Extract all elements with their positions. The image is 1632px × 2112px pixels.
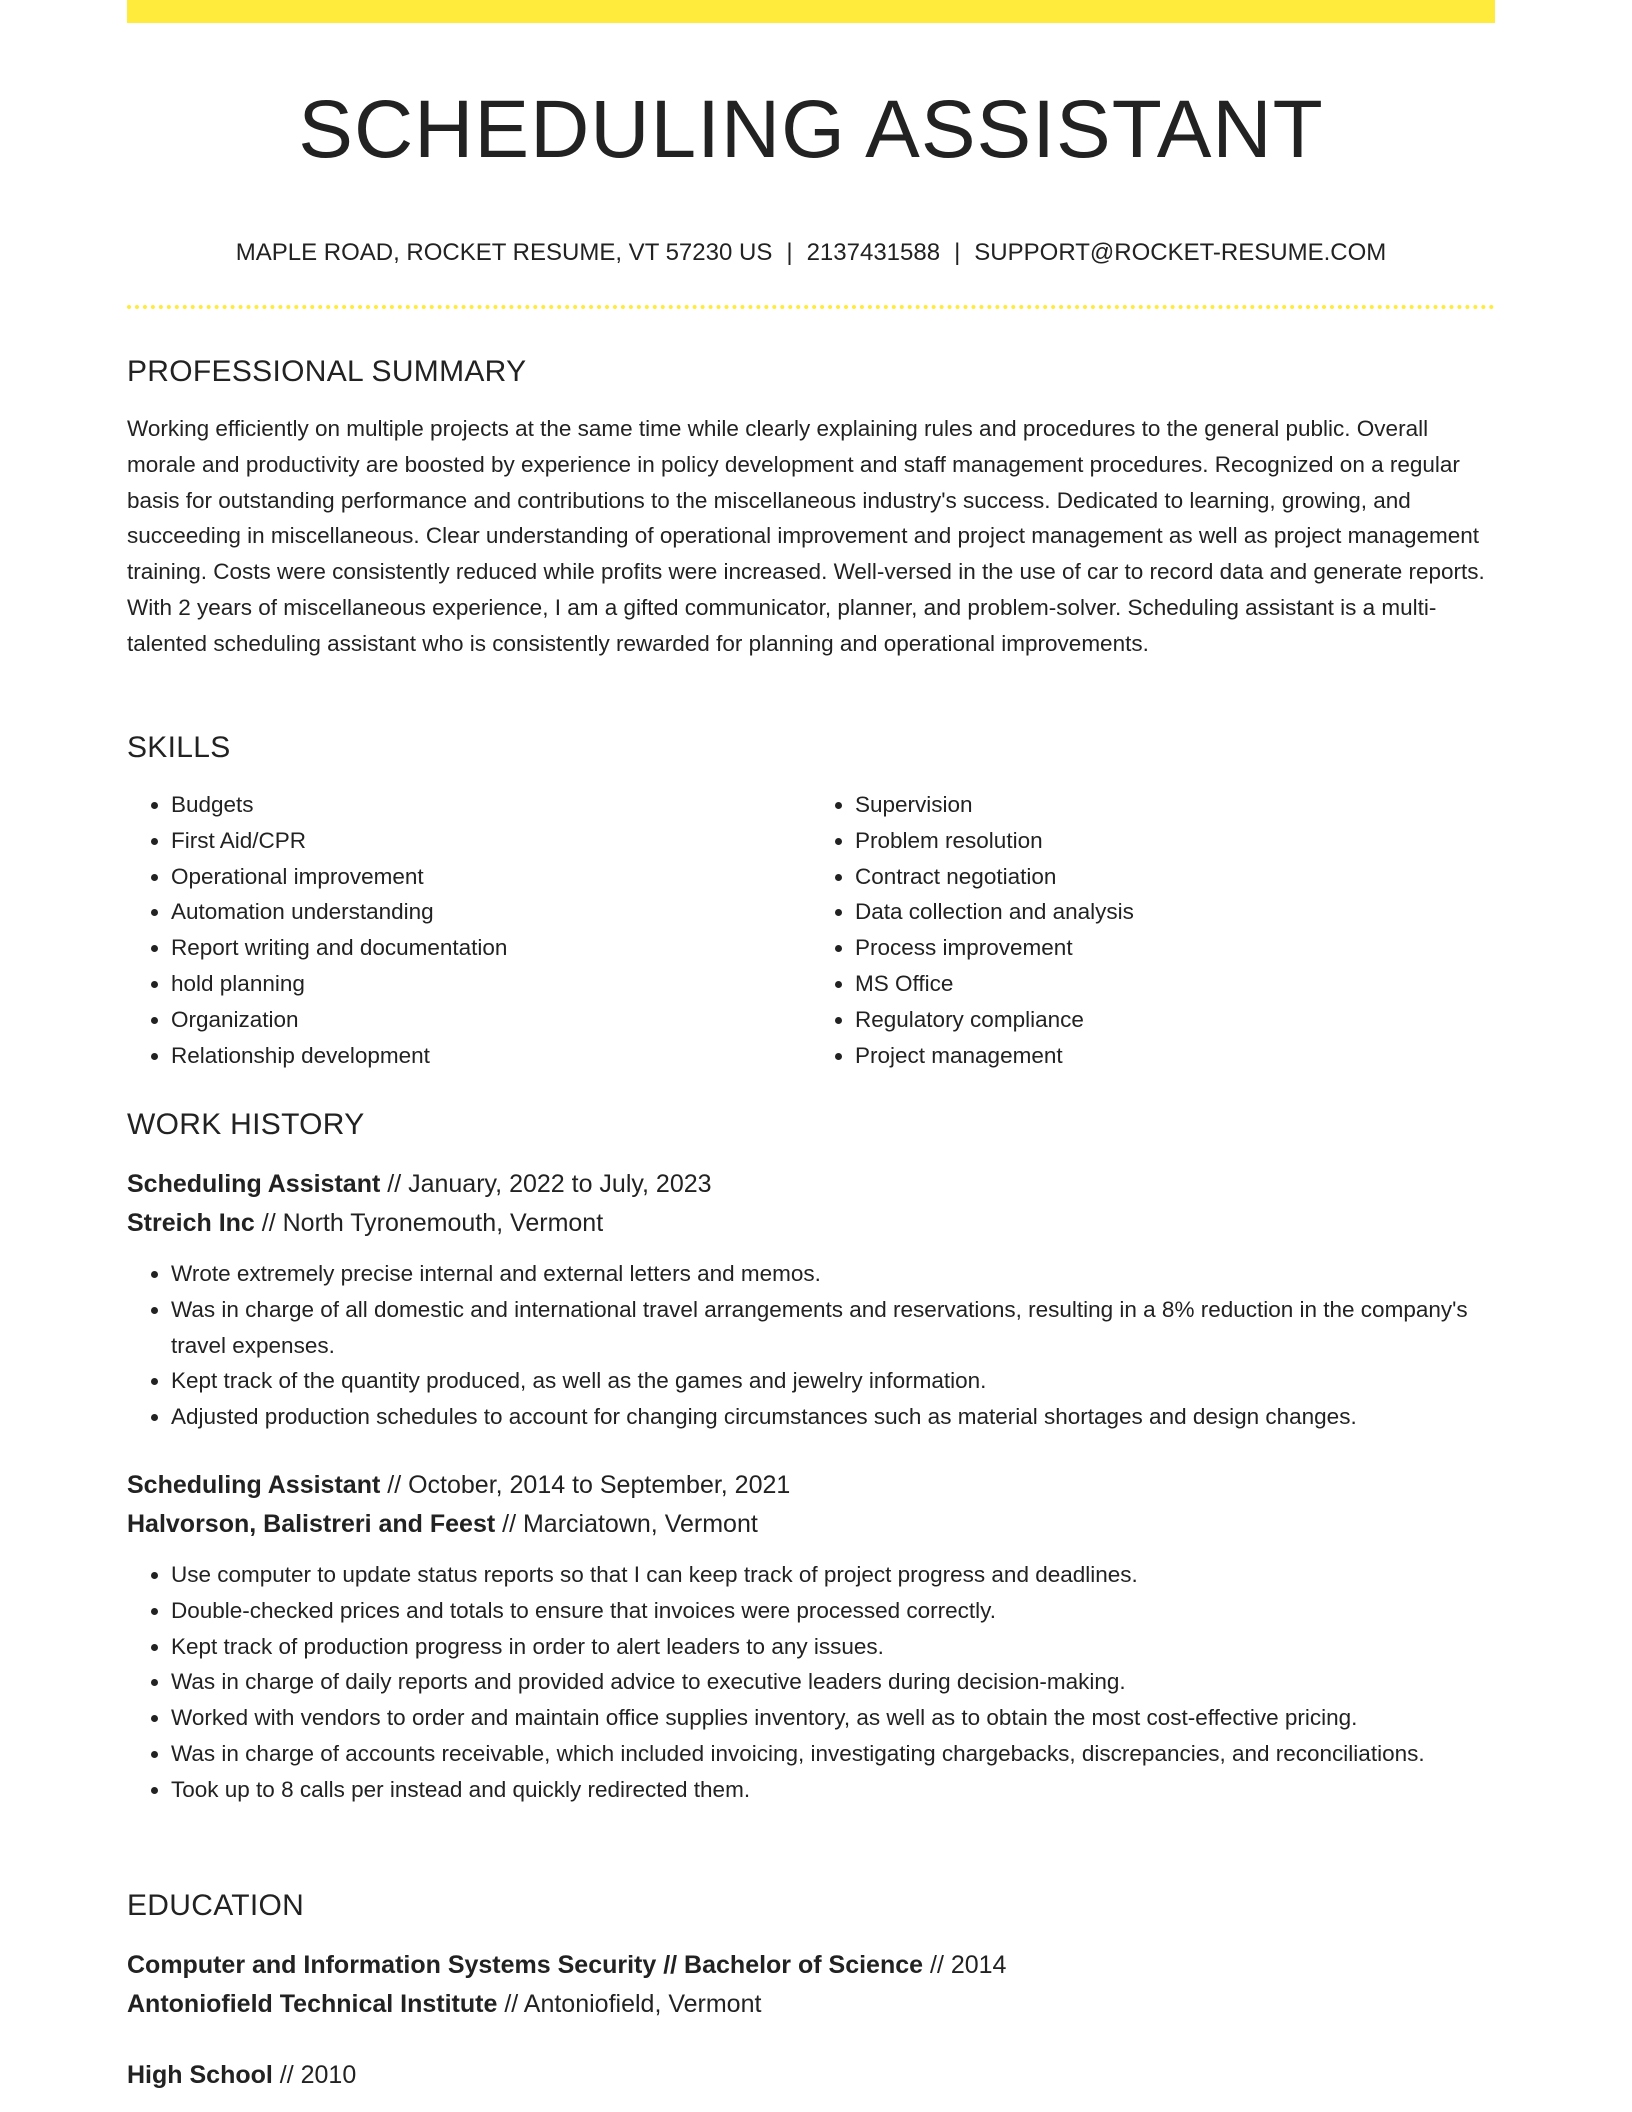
job-bullet: • Double-checked prices and totals to ensure that invoices were processed correctly. <box>171 1593 1495 1629</box>
skill-item: • First Aid/CPR <box>171 823 811 859</box>
work-history-section <box>127 1105 1495 1808</box>
job-title: Scheduling Assistant <box>127 1470 381 1499</box>
degree: Computer and Information Systems Security // Bachelor of Science <box>127 1951 924 1979</box>
job-location: // Marciatown, Vermont <box>502 1509 758 1538</box>
degree-line <box>127 1946 1495 1985</box>
skills-columns <box>127 787 1495 1073</box>
skill-item: • Project management <box>855 1038 1495 1074</box>
work-history-heading: WORK HISTORY <box>127 1108 365 1141</box>
skill-item: • MS Office <box>855 966 1495 1002</box>
candidate-title: SCHEDULING ASSISTANT <box>298 84 1324 175</box>
degree: High School <box>127 2061 273 2089</box>
job-entry <box>127 1466 1495 1808</box>
skill-item: • Organization <box>171 1002 811 1038</box>
school-line <box>127 1985 1495 2024</box>
skills-heading: SKILLS <box>127 731 231 764</box>
address: MAPLE ROAD, ROCKET RESUME, VT 57230 US <box>235 239 773 266</box>
skills-list-right <box>811 787 1495 1073</box>
job-company-line <box>127 1505 1495 1544</box>
skills-section <box>127 728 1495 1073</box>
contact-separator: | <box>786 239 793 266</box>
job-bullet: • Adjusted production schedules to account for changing circumstances such as material shortages and design changes. <box>171 1399 1495 1435</box>
skill-item: • hold planning <box>171 966 811 1002</box>
skill-item: • Operational improvement <box>171 859 811 895</box>
job-title-line <box>127 1165 1495 1204</box>
school-location: // Antoniofield, Vermont <box>504 1990 762 2018</box>
skill-item: • Problem resolution <box>855 823 1495 859</box>
job-bullet: • Was in charge of all domestic and international travel arrangements and reservations, resulting in a 8% reduction in the company's travel expenses. <box>171 1292 1495 1364</box>
job-bullet: • Was in charge of daily reports and provided advice to executive leaders during decision-making. <box>171 1664 1495 1700</box>
job-bullet: • Was in charge of accounts receivable, which included invoicing, investigating chargebacks, discrepancies, and reconciliations. <box>171 1736 1495 1772</box>
skill-item: • Automation understanding <box>171 894 811 930</box>
dotted-divider <box>127 305 1495 309</box>
school: Antoniofield Technical Institute <box>127 1990 498 2018</box>
email[interactable]: SUPPORT@ROCKET-RESUME.COM <box>974 239 1387 266</box>
education-section <box>127 1886 1495 2095</box>
job-bullet: • Kept track of production progress in order to alert leaders to any issues. <box>171 1629 1495 1665</box>
job-bullet: • Kept track of the quantity produced, as well as the games and jewelry information. <box>171 1363 1495 1399</box>
job-company: Streich Inc <box>127 1209 255 1237</box>
skill-item: • Regulatory compliance <box>855 1002 1495 1038</box>
job-bullet: • Wrote extremely precise internal and external letters and memos. <box>171 1256 1495 1292</box>
skill-item: • Data collection and analysis <box>855 894 1495 930</box>
job-bullet: • Worked with vendors to order and maintain office supplies inventory, as well as to obtain the most cost-effective pricing. <box>171 1700 1495 1736</box>
job-location: // North Tyronemouth, Vermont <box>261 1209 604 1237</box>
job-bullet: • Use computer to update status reports so that I can keep track of project progress and deadlines. <box>171 1557 1495 1593</box>
accent-top-bar <box>127 0 1495 23</box>
skill-item: • Supervision <box>855 787 1495 823</box>
degree-year: // 2010 <box>279 2061 357 2089</box>
skill-item: • Report writing and documentation <box>171 930 811 966</box>
skill-item: • Contract negotiation <box>855 859 1495 895</box>
education-entry <box>127 2056 1495 2095</box>
skills-list-left <box>127 787 811 1073</box>
education-heading: EDUCATION <box>127 1889 305 1922</box>
education-entry <box>127 1946 1495 2024</box>
job-title-line <box>127 1466 1495 1505</box>
job-dates: // October, 2014 to September, 2021 <box>387 1470 791 1499</box>
phone: 2137431588 <box>806 239 941 266</box>
skill-item: • Budgets <box>171 787 811 823</box>
job-bullets <box>127 1256 1495 1435</box>
summary-heading: PROFESSIONAL SUMMARY <box>127 355 527 388</box>
summary-section <box>127 352 1495 662</box>
contact-line <box>127 235 1495 271</box>
job-company: Halvorson, Balistreri and Feest <box>127 1509 496 1538</box>
degree-year: // 2014 <box>930 1951 1007 1979</box>
skill-item: • Relationship development <box>171 1038 811 1074</box>
summary-text: Working efficiently on multiple projects at the same time while clearly explaining rules and procedures to the general public. Overall morale and productivity are boosted by experience in policy development and staff management procedures. Recognized on a regular basis for outstanding performance and contributions to the miscellaneous industry's success. Dedicated to learning, growing, and succeeding in miscellaneous. Clear understanding of operational improvement and project management as well as project management training. Costs were consistently reduced while profits were increased. Well-versed in the use of car to record data and generate reports. With 2 years of miscellaneous experience, I am a gifted communicator, planner, and problem-solver. Scheduling assistant is a multi-talented scheduling assistant who is consistently rewarded for planning and operational improvements. <box>127 416 1485 656</box>
job-title: Scheduling Assistant <box>127 1170 381 1198</box>
job-company-line <box>127 1204 1495 1243</box>
job-bullet: • Took up to 8 calls per instead and quickly redirected them. <box>171 1772 1495 1808</box>
contact-separator: | <box>954 239 961 266</box>
skill-item: • Process improvement <box>855 930 1495 966</box>
job-entry <box>127 1165 1495 1435</box>
job-bullets <box>127 1557 1495 1808</box>
job-dates: // January, 2022 to July, 2023 <box>387 1170 712 1198</box>
degree-line <box>127 2056 1495 2095</box>
